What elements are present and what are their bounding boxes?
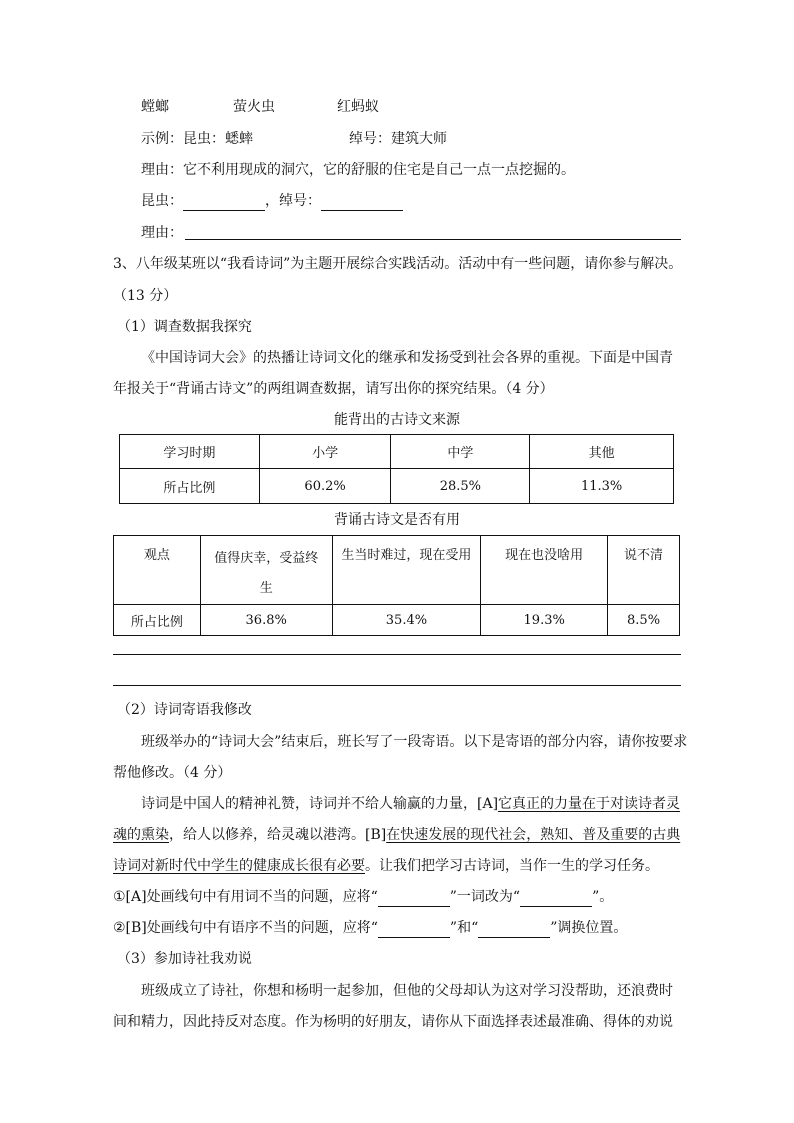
- q3-intro-line1: 3、八年级某班以“我看诗词”为主题开展综合实践活动。活动中有一些问题，请你参与解决。: [113, 256, 683, 272]
- table2: [113, 535, 680, 636]
- table1-cell: 11.3%: [530, 469, 674, 504]
- part3-text-line2: 间和精力，因此持反对态度。作为杨明的好朋友，请你从下面选择表述最准确、得体的劝说: [113, 1014, 673, 1030]
- table1: [119, 434, 674, 504]
- underlined-sentence-b: 在快速发展的现代社会，熟知、普及重要的古典: [386, 827, 681, 843]
- insect-blank[interactable]: [183, 194, 265, 211]
- table2-row: [114, 605, 680, 636]
- table1-cell: 所占比例: [120, 469, 260, 504]
- part1-heading: （1）调查数据我探究: [117, 319, 252, 335]
- table2-header-cell: 观点: [114, 536, 201, 605]
- part2-text-line1: 班级举办的“诗词大会”结束后，班长写了一段寄语。以下是寄语的部分内容，请你按要求: [141, 734, 688, 750]
- underlined-sentence-a: 魂的熏染: [113, 827, 169, 843]
- example-reason: 理由：它不利用现成的洞穴，它的舒服的住宅是自己一点一点挖掘的。: [141, 162, 575, 178]
- question-b-blank-1[interactable]: [378, 921, 450, 938]
- table1-header-cell: 学习时期: [120, 435, 260, 469]
- table2-cell: 19.3%: [481, 605, 608, 636]
- underlined-sentence-b: 诗词对新时代中学生的健康成长很有必要: [113, 858, 365, 874]
- part2-heading: （2）诗词寄语我修改: [117, 702, 252, 718]
- answer-reason-label: 理由：: [141, 225, 183, 241]
- question-b-text: ”调换位置。: [550, 920, 628, 936]
- table2-header-text: 生: [259, 581, 273, 596]
- table1-header-cell: 小学: [259, 435, 391, 469]
- part3-heading: （3）参加诗社我劝说: [117, 951, 252, 967]
- part3-text-line1: 班级成立了诗社，你想和杨明一起参加，但他的父母却认为这对学习没帮助，还浪费时: [141, 983, 673, 999]
- table1-header-row: [120, 435, 674, 469]
- reason-blank[interactable]: [185, 239, 681, 240]
- question-a-blank-1[interactable]: [378, 890, 450, 907]
- table2-cell: 35.4%: [332, 605, 481, 636]
- question-b-text: ②[B]处画线句中有语序不当的问题，应将“: [113, 920, 378, 936]
- table2-header-cell: 说不清: [608, 536, 680, 605]
- question-a-text: ”一词改为“: [449, 889, 521, 905]
- underlined-sentence-a: 它真正的力量在于对读诗者灵: [498, 796, 681, 812]
- table2-caption: 背诵古诗文是否有用: [334, 512, 460, 528]
- answer-insect-line: [141, 191, 403, 211]
- insect-firefly: 萤火虫: [233, 99, 275, 115]
- message-line3: [113, 856, 659, 876]
- table2-header-text: 值得庆幸，受益终: [214, 551, 319, 566]
- question-a-text: ”。: [592, 889, 614, 905]
- question-b-text: ”和“: [449, 920, 479, 936]
- question-a-text: ①[A]处画线句中有用词不当的问题，应将“: [113, 889, 378, 905]
- part1-text-line1: 《中国诗词大会》的热播让诗词文化的继承和发扬受到社会各界的重视。下面是中国青: [141, 350, 673, 366]
- message-line2: [113, 825, 680, 845]
- insect-螳螂: 螳螂: [141, 99, 169, 115]
- example-nickname: 绰号：建筑大师: [349, 131, 447, 147]
- nickname-label: ，绰号：: [265, 193, 321, 209]
- insect-label: 昆虫：: [141, 193, 183, 209]
- table1-cell: 28.5%: [391, 469, 530, 504]
- table1-header-cell: 其他: [530, 435, 674, 469]
- question-b-blank-2[interactable]: [478, 921, 550, 938]
- table1-cell: 60.2%: [259, 469, 391, 504]
- question-b: [113, 918, 627, 938]
- nickname-blank[interactable]: [321, 194, 403, 211]
- table2-header-cell: [200, 536, 332, 605]
- part1-text-line2: 年报关于“背诵古诗文”的两组调查数据，请写出你的探究结果。（4 分）: [113, 381, 554, 397]
- message-text: 。让我们把学习古诗词，当作一生的学习任务。: [365, 858, 659, 874]
- table2-cell: 所占比例: [114, 605, 201, 636]
- table2-header-row: [114, 536, 680, 605]
- table1-caption: 能背出的古诗文来源: [334, 412, 460, 428]
- answer-rule-2[interactable]: [113, 685, 681, 686]
- message-text: 诗词是中国人的精神礼赞，诗词并不给人输赢的力量，[A]: [141, 796, 499, 812]
- answer-rule-1[interactable]: [113, 654, 681, 655]
- question-a-blank-2[interactable]: [520, 890, 592, 907]
- table2-header-cell: 生当时难过，现在受用: [332, 536, 481, 605]
- table2-cell: 8.5%: [608, 605, 680, 636]
- insect-red-ant: 红蚂蚁: [337, 99, 379, 115]
- table2-header-cell: 现在也没啥用: [481, 536, 608, 605]
- part2-text-line2: 帮他修改。（4 分）: [113, 765, 232, 781]
- table2-cell: 36.8%: [200, 605, 332, 636]
- message-line1: [141, 794, 680, 814]
- message-text: ，给人以修养，给灵魂以港湾。[B]: [169, 827, 387, 843]
- table1-row: [120, 469, 674, 504]
- question-a: [113, 887, 613, 907]
- example-insect: 示例：昆虫：蟋蟀: [141, 131, 253, 147]
- q3-intro-line2: （13 分）: [113, 288, 178, 304]
- table1-header-cell: 中学: [391, 435, 530, 469]
